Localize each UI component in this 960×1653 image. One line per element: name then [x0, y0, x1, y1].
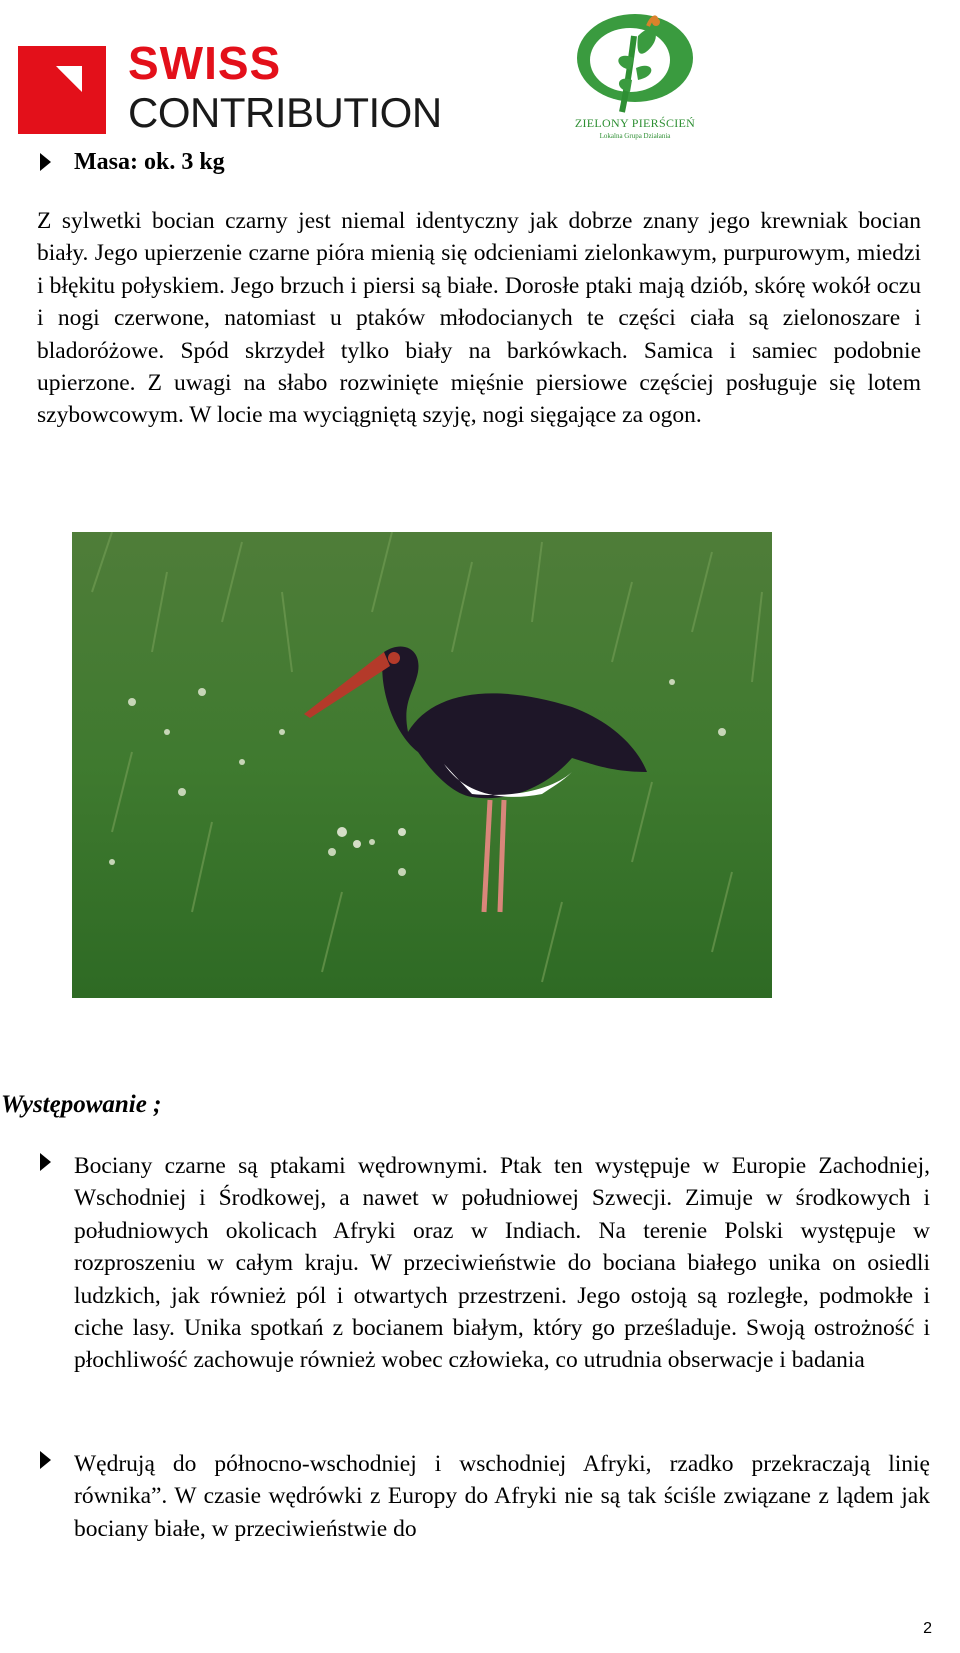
- occurrence-item: Bociany czarne są ptakami wędrownymi. Ptak ten występuje w Europie Zachodniej, Wschodniej i Środkowej, a nawet w południowej Szwecji. Zimuje w środkowych i południowych okolicach Afryki oraz w Indiach. Na terenie Polski występuje w rozproszeniu w całym kraju. W przeciwieństwie do bociana białego unika on osiedli ludzkich, jak również pól i otwartych przestrzeni. Jego ostoją są rozległe, podmokłe i ciche lasy. Unika spotkań z bocianem białym, który go prześladuje. Swoją ostrożność i płochliwość zachowuje również wobec człowieka, co utrudnia obserwacje i badania: [74, 1153, 930, 1374]
- zielony-pierscien-logo: [560, 8, 710, 146]
- description-paragraph: Z sylwetki bocian czarny jest niemal identyczny jak dobrze znany jego krewniak bocian biały. Jego upierzenie czarne pióra mienią się odcieniami zielonkawym, purpurowym, miedzi i błękitu połyskiem. Jego brzuch i piersi są białe. Dorosłe ptaki mają dziób, skórę wokół oczu i nogi czerwone, natomiast u ptaków młodocianych te części ciała są zielonoszare i bladoróżowe. Spód skrzydeł tylko biały na barkówkach. Samica i samiec podobnie upierzone. Z uwagi na słabo rozwinięte mięśnie piersiowe częściej posługuje się lotem szybowcowym. W locie ma wyciągniętą szyję, nogi sięgające za ogon.: [37, 208, 921, 429]
- swiss-logo-line2: CONTRIBUTION: [128, 89, 442, 136]
- triangle-right-icon: [40, 1451, 51, 1469]
- black-stork-image: [72, 532, 772, 998]
- occurrence-item: Wędrują do północno-wschodniej i wschodniej Afryki, rzadko przekraczają linię równika”. W czasie wędrówki z Europy do Afryki nie są tak ściśle związane z lądem jak bociany białe, w przeciwieństwie do: [74, 1451, 930, 1542]
- swiss-contribution-logo: [18, 37, 458, 138]
- zielony-pierscien-subtitle: Lokalna Grupa Działania: [599, 132, 671, 140]
- occurrence-title: Występowanie ;: [1, 1091, 162, 1118]
- triangle-right-icon: [40, 153, 51, 171]
- mass-line: Masa: ok. 3 kg: [74, 149, 225, 175]
- leaf-emblem-icon: [560, 8, 710, 116]
- zielony-pierscien-name: ZIELONY PIERŚCIEŃ: [574, 116, 696, 130]
- swiss-contribution-mark-icon: [18, 46, 106, 134]
- black-stork-photo: [72, 532, 772, 998]
- swiss-logo-line1: SWISS: [128, 37, 282, 89]
- triangle-right-icon: [40, 1153, 51, 1171]
- page-number: 2: [923, 1620, 932, 1637]
